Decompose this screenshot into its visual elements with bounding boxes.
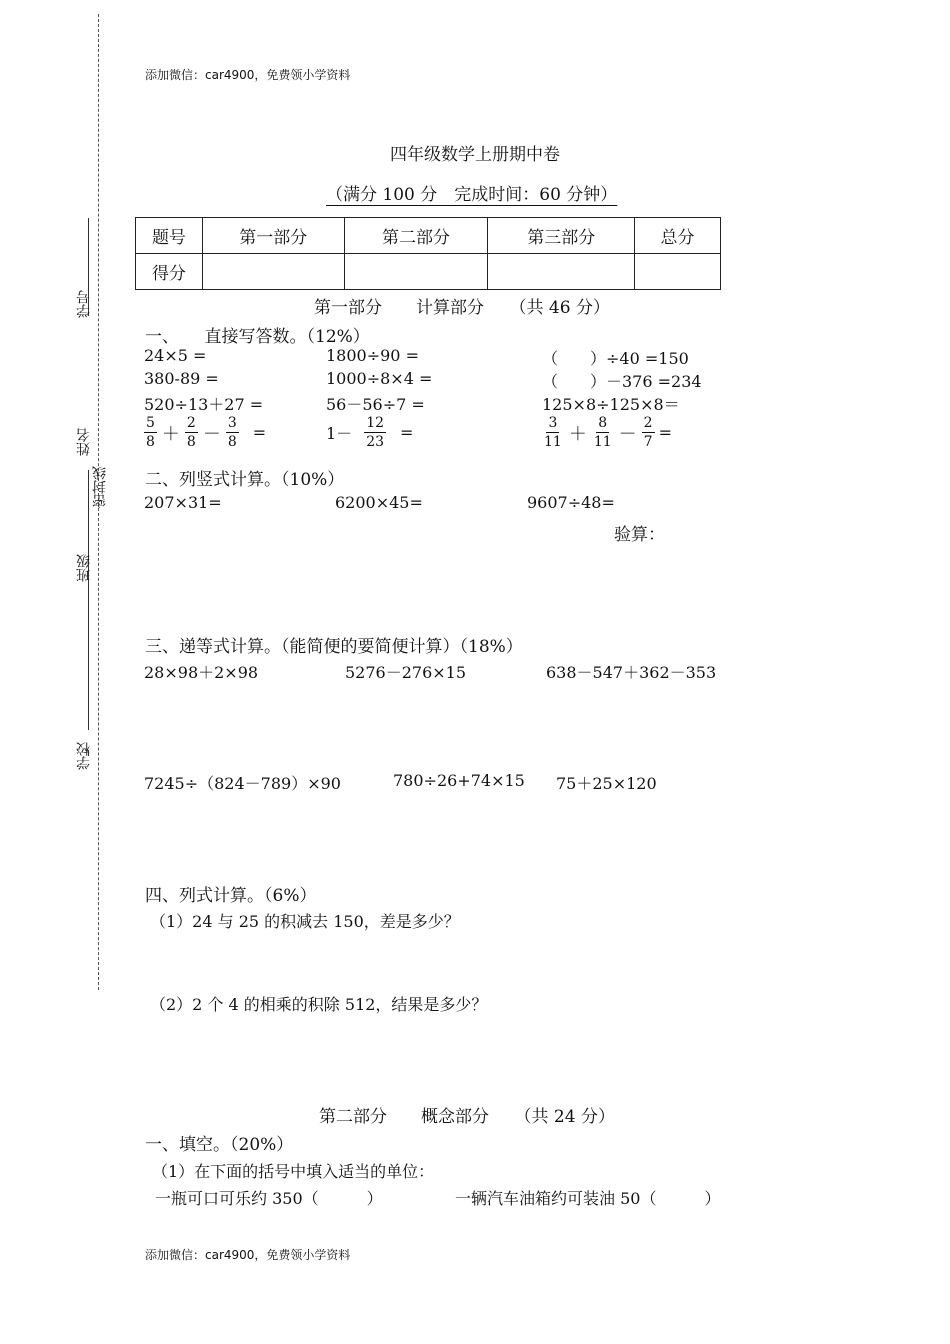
fraction (642, 414, 655, 451)
denominator: 23 (366, 434, 385, 450)
score-table-header: 第二部分 (344, 218, 488, 254)
page-subtitle: （满分 100 分 完成时间：60 分钟） (326, 185, 618, 205)
s3-item: 5276－276×15 (345, 663, 467, 682)
s3-item: 7245÷（824－789）×90 (144, 774, 341, 793)
s1-item: （ ）÷40 =150 (542, 349, 689, 368)
denominator: 11 (544, 434, 562, 450)
score-cell-part1[interactable] (202, 254, 344, 290)
minus-sign: － (202, 423, 221, 445)
xuehao-label: 学号 (76, 290, 92, 318)
s3-item: 28×98＋2×98 (144, 663, 259, 682)
s4-question-1: （1）24 与 25 的积减去 150，差是多少？ (150, 912, 460, 931)
s2-item: 207×31= (144, 493, 222, 512)
footer-note: 添加微信：car4900，免费领小学资料 (145, 1248, 351, 1262)
score-cell-part3[interactable] (488, 254, 635, 290)
fraction (144, 414, 157, 451)
s4-title: 四、列式计算。（6%） (145, 886, 317, 906)
score-cell-total[interactable] (635, 254, 721, 290)
denominator: 8 (227, 434, 237, 450)
denominator: 8 (146, 434, 155, 450)
s1-item: 1000÷8×4 = (326, 369, 433, 388)
fraction (364, 414, 386, 451)
equals-sign: = (252, 423, 267, 442)
score-table (135, 217, 721, 290)
score-table-header: 总分 (635, 218, 721, 254)
numerator: 2 (186, 415, 196, 431)
s3-item: 780÷26+74×15 (393, 771, 525, 790)
banji-label: 班级 (76, 554, 92, 582)
denominator: 11 (593, 434, 612, 450)
numerator: 3 (227, 415, 237, 431)
fraction-lead: 1－ (326, 424, 353, 443)
s2-item: 9607÷48= (527, 493, 615, 512)
fraction-expr-2 (326, 414, 413, 451)
s1-item: 1800÷90 = (326, 346, 419, 365)
plus-sign: ＋ (568, 423, 587, 445)
score-row-label: 得分 (136, 254, 203, 290)
denominator: 8 (186, 434, 196, 450)
part2-heading: 第二部分 概念部分 （共 24 分） (319, 1107, 615, 1127)
score-cell-part2[interactable] (344, 254, 488, 290)
s3-item: 638－547＋362－353 (546, 663, 717, 682)
s1-item: （ ）－376 =234 (542, 372, 702, 391)
equals-sign: = (400, 423, 414, 442)
s3-title: 三、递等式计算。（能简便的要简便计算）（18%） (145, 637, 523, 657)
fraction (542, 414, 564, 451)
score-table-header: 题号 (136, 218, 203, 254)
fraction (185, 414, 198, 451)
page-title: 四年级数学上册期中卷 (390, 145, 560, 165)
denominator: 7 (643, 434, 653, 450)
xuexiao-label: 学校 (76, 742, 92, 770)
plus-sign: ＋ (161, 423, 180, 445)
fraction (226, 414, 239, 451)
equals-sign: = (658, 423, 672, 442)
numerator: 12 (366, 415, 385, 431)
score-table-row (136, 254, 721, 290)
fraction (592, 414, 614, 451)
numerator: 3 (548, 415, 558, 431)
part2-q1a: 一瓶可口可乐约 350（ ） (155, 1189, 383, 1208)
s1-item: 24×5 = (144, 346, 207, 365)
s2-check-label: 验算： (614, 525, 665, 545)
s1-item: 125×8÷125×8＝ (542, 395, 680, 414)
s1-item: 520÷13＋27 = (144, 395, 264, 414)
s1-item: 380-89 = (144, 369, 219, 388)
part1-heading: 第一部分 计算部分 （共 46 分） (314, 298, 610, 318)
xingming-label: 姓名 (76, 428, 92, 456)
numerator: 2 (643, 415, 653, 431)
numerator: 5 (146, 415, 155, 431)
score-table-header: 第一部分 (202, 218, 344, 254)
numerator: 8 (598, 415, 608, 431)
banji-blank (88, 590, 89, 730)
fraction-expr-1 (142, 414, 266, 451)
part2-q1: （1）在下面的括号中填入适当的单位： (152, 1162, 435, 1181)
score-table-header-row (136, 218, 721, 254)
s2-title: 二、列竖式计算。（10%） (145, 470, 345, 490)
s1-title: 一、 直接写答数。（12%） (145, 327, 370, 347)
part2-s1-title: 一、填空。（20%） (145, 1135, 294, 1155)
s4-question-2: （2）2 个 4 的相乘的积除 512，结果是多少？ (150, 995, 488, 1014)
header-note: 添加微信：car4900，免费领小学资料 (145, 68, 351, 82)
s3-item: 75＋25×120 (556, 774, 657, 793)
s2-item: 6200×45= (335, 493, 423, 512)
s1-item: 56－56÷7 = (326, 395, 425, 414)
score-table-header: 第三部分 (488, 218, 635, 254)
fraction-expr-3 (540, 414, 672, 451)
mifengxian-label: 密封线 (92, 466, 108, 508)
part2-q1b: 一辆汽车油箱约可装油 50（ ） (455, 1189, 721, 1208)
minus-sign: － (618, 423, 637, 445)
